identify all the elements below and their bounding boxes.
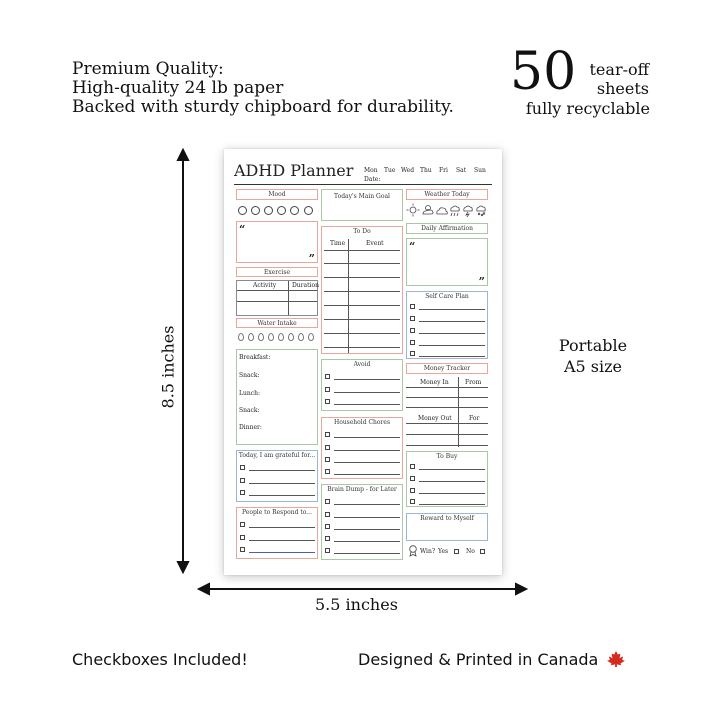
tear-off-label: tear-off <box>589 60 649 79</box>
chores-box <box>321 417 403 479</box>
brain-dump-line-3 <box>334 529 400 530</box>
medal-icon <box>408 545 418 557</box>
money-rule-6 <box>406 445 488 446</box>
grateful-checkbox-2[interactable] <box>240 478 245 483</box>
to-buy-line-1 <box>419 469 485 470</box>
quality-line-1: Premium Quality: <box>72 59 224 79</box>
todo-heading: To Do <box>353 228 371 235</box>
money-for-header: For <box>469 415 480 422</box>
grateful-box <box>236 450 318 502</box>
money-out-header: Money Out <box>418 415 452 422</box>
weather-heading: Weather Today <box>424 191 470 198</box>
date-label: Date: <box>364 176 381 183</box>
planner-title: ADHD Planner <box>234 161 354 180</box>
people-checkbox-2[interactable] <box>240 535 245 540</box>
todo-line-2 <box>324 263 400 264</box>
planner-sheet <box>224 149 502 575</box>
todo-line-1 <box>324 250 400 251</box>
water-drop-3-icon[interactable] <box>258 333 264 341</box>
people-box <box>236 507 318 559</box>
water-drop-5-icon[interactable] <box>278 333 284 341</box>
people-heading: People to Respond to... <box>242 509 312 516</box>
self-care-heading: Self Care Plan <box>425 293 469 300</box>
affirmation-label-box <box>406 223 488 234</box>
money-rule-2 <box>406 397 488 398</box>
title-rule <box>234 184 492 185</box>
chores-checkbox-3[interactable] <box>325 457 330 462</box>
avoid-line-1 <box>334 379 400 380</box>
cloud-icon <box>437 208 448 214</box>
chores-line-3 <box>334 462 400 463</box>
brain-dump-checkbox-2[interactable] <box>325 512 330 517</box>
to-buy-line-4 <box>419 504 485 505</box>
rain-icon <box>451 206 460 216</box>
brain-dump-line-4 <box>334 541 400 542</box>
mood-face-1-icon[interactable] <box>238 206 247 215</box>
exercise-rule-1 <box>237 290 317 291</box>
mood-face-6-icon[interactable] <box>304 206 313 215</box>
recyclable-label: fully recyclable <box>525 99 650 118</box>
self-care-line-1 <box>419 309 485 310</box>
day-wed: Wed <box>401 167 415 174</box>
exercise-table <box>236 280 318 316</box>
close-quote-icon: ” <box>478 275 485 288</box>
meal-dinner: Dinner: <box>239 424 262 431</box>
mood-face-5-icon[interactable] <box>290 206 299 215</box>
no-label: No <box>466 548 475 555</box>
people-line-3 <box>249 552 315 553</box>
todo-divider <box>348 239 349 353</box>
partly-cloudy-icon <box>423 206 433 215</box>
water-drop-2-icon[interactable] <box>248 333 254 341</box>
todo-box <box>321 226 403 354</box>
checkboxes-included-label: Checkboxes Included! <box>72 650 248 669</box>
avoid-line-3 <box>334 404 400 405</box>
todo-time-header: Time <box>330 240 346 247</box>
yes-label: Yes <box>438 548 449 555</box>
mood-face-2-icon[interactable] <box>251 206 260 215</box>
weather-icons <box>406 203 490 217</box>
day-sun: Sun <box>474 167 486 174</box>
reward-heading: Reward to Myself <box>420 515 474 522</box>
to-buy-checkbox-2[interactable] <box>410 476 415 481</box>
close-quote-icon: ” <box>308 252 315 265</box>
self-care-checkbox-4[interactable] <box>410 340 415 345</box>
quote-box-left <box>236 221 318 263</box>
height-label: 8.5 inches <box>158 325 178 409</box>
todo-line-8 <box>324 347 400 348</box>
todo-line-3 <box>324 277 400 278</box>
todo-event-header: Event <box>366 240 384 247</box>
people-line-2 <box>249 540 315 541</box>
main-goal-box <box>321 189 403 221</box>
win-no-checkbox[interactable] <box>480 549 485 554</box>
money-rule-3 <box>406 407 488 408</box>
grateful-checkbox-3[interactable] <box>240 490 245 495</box>
water-drop-6-icon[interactable] <box>288 333 294 341</box>
people-checkbox-3[interactable] <box>240 547 245 552</box>
self-care-box <box>406 291 488 359</box>
chores-checkbox-2[interactable] <box>325 445 330 450</box>
win-label: Win? <box>420 548 436 555</box>
to-buy-line-2 <box>419 481 485 482</box>
brain-dump-checkbox-3[interactable] <box>325 524 330 529</box>
designed-label: Designed & Printed in Canada <box>358 650 599 669</box>
self-care-checkbox-3[interactable] <box>410 328 415 333</box>
todo-line-5 <box>324 305 400 306</box>
avoid-box <box>321 359 403 411</box>
open-quote-icon: “ <box>239 223 246 236</box>
meal-snack-2: Snack: <box>239 407 260 414</box>
water-drop-8-icon[interactable] <box>308 333 314 341</box>
exercise-heading: Exercise <box>263 269 291 276</box>
money-from-header: From <box>465 379 482 386</box>
money-in-header: Money In <box>420 379 449 386</box>
avoid-heading: Avoid <box>353 361 371 368</box>
width-label: 5.5 inches <box>315 595 398 614</box>
water-heading: Water Intake <box>257 320 297 327</box>
self-care-line-4 <box>419 345 485 346</box>
mood-box <box>236 189 318 200</box>
money-rule-5 <box>406 434 488 435</box>
money-rule-1 <box>406 387 488 388</box>
chores-line-2 <box>334 450 400 451</box>
win-yes-checkbox[interactable] <box>454 549 459 554</box>
to-buy-heading: To Buy <box>436 453 458 460</box>
brain-dump-line-2 <box>334 517 400 518</box>
money-rule-4 <box>406 423 488 424</box>
brain-dump-checkbox-5[interactable] <box>325 548 330 553</box>
chores-line-4 <box>334 474 400 475</box>
mood-face-3-icon[interactable] <box>264 206 273 215</box>
affirmation-quote-box <box>406 238 488 286</box>
meal-breakfast: Breakfast: <box>239 354 271 361</box>
day-sat: Sat <box>456 167 467 174</box>
self-care-line-2 <box>419 321 485 322</box>
quality-line-2: High-quality 24 lb paper <box>72 78 284 98</box>
to-buy-checkbox-1[interactable] <box>410 464 415 469</box>
avoid-checkbox-3[interactable] <box>325 399 330 404</box>
mood-face-4-icon[interactable] <box>277 206 286 215</box>
sheet-count: 50 <box>510 42 577 102</box>
day-thu: Thu <box>420 167 432 174</box>
todo-line-4 <box>324 291 400 292</box>
grateful-line-1 <box>249 470 315 471</box>
people-line-1 <box>249 527 315 528</box>
exercise-duration-header: Duration <box>292 282 319 289</box>
chores-checkbox-1[interactable] <box>325 432 330 437</box>
day-fri: Fri <box>439 167 448 174</box>
chores-line-1 <box>334 437 400 438</box>
money-table <box>406 377 488 449</box>
grateful-line-2 <box>249 483 315 484</box>
day-mon: Mon <box>364 167 378 174</box>
exercise-rule-2 <box>237 301 317 302</box>
brain-dump-line-5 <box>334 553 400 554</box>
grateful-checkbox-1[interactable] <box>240 465 245 470</box>
water-box <box>236 318 318 328</box>
water-drop-1-icon[interactable] <box>238 333 244 341</box>
avoid-checkbox-2[interactable] <box>325 387 330 392</box>
money-tracker-box <box>406 363 488 374</box>
self-care-checkbox-5[interactable] <box>410 351 415 356</box>
brain-dump-box <box>321 484 403 560</box>
self-care-line-3 <box>419 333 485 334</box>
grateful-line-3 <box>249 495 315 496</box>
people-checkbox-1[interactable] <box>240 522 245 527</box>
todo-line-7 <box>324 333 400 334</box>
mood-heading: Mood <box>268 191 286 198</box>
sun-icon <box>407 204 420 217</box>
to-buy-checkbox-3[interactable] <box>410 488 415 493</box>
sheets-label: sheets <box>596 79 649 98</box>
exercise-activity-header: Activity <box>253 282 277 289</box>
self-care-checkbox-2[interactable] <box>410 316 415 321</box>
exercise-box <box>236 267 318 277</box>
open-quote-icon: “ <box>409 240 416 253</box>
chores-heading: Household Chores <box>333 419 391 426</box>
meal-snack-1: Snack: <box>239 372 260 379</box>
avoid-checkbox-1[interactable] <box>325 374 330 379</box>
height-arrow <box>178 150 188 572</box>
storm-icon <box>464 206 473 217</box>
brain-dump-checkbox-4[interactable] <box>325 536 330 541</box>
affirmation-heading: Daily Affirmation <box>421 225 473 232</box>
snow-icon <box>477 206 486 216</box>
brain-dump-heading: Brain Dump - for Later <box>327 486 397 493</box>
todo-line-6 <box>324 319 400 320</box>
water-drop-4-icon[interactable] <box>268 333 274 341</box>
quality-line-3: Backed with sturdy chipboard for durability. <box>72 97 454 117</box>
chores-checkbox-4[interactable] <box>325 469 330 474</box>
reward-box <box>406 513 488 541</box>
day-tue: Tue <box>384 167 396 174</box>
brain-dump-line-1 <box>334 504 400 505</box>
self-care-line-5 <box>419 356 485 357</box>
portable-line-1: Portable <box>558 336 628 355</box>
avoid-line-2 <box>334 392 400 393</box>
weather-box <box>406 189 488 200</box>
meal-lunch: Lunch: <box>239 390 260 397</box>
main-goal-heading: Today's Main Goal <box>334 193 390 200</box>
grateful-heading: Today, I am grateful for... <box>238 452 316 459</box>
width-arrow <box>199 584 526 594</box>
self-care-checkbox-1[interactable] <box>410 304 415 309</box>
portable-line-2: A5 size <box>563 357 623 376</box>
water-drop-7-icon[interactable] <box>298 333 304 341</box>
to-buy-checkbox-4[interactable] <box>410 499 415 504</box>
money-tracker-heading: Money Tracker <box>423 365 471 372</box>
brain-dump-checkbox-1[interactable] <box>325 499 330 504</box>
to-buy-box <box>406 451 488 507</box>
exercise-divider <box>288 281 289 315</box>
to-buy-line-3 <box>419 493 485 494</box>
meals-box <box>236 349 318 445</box>
